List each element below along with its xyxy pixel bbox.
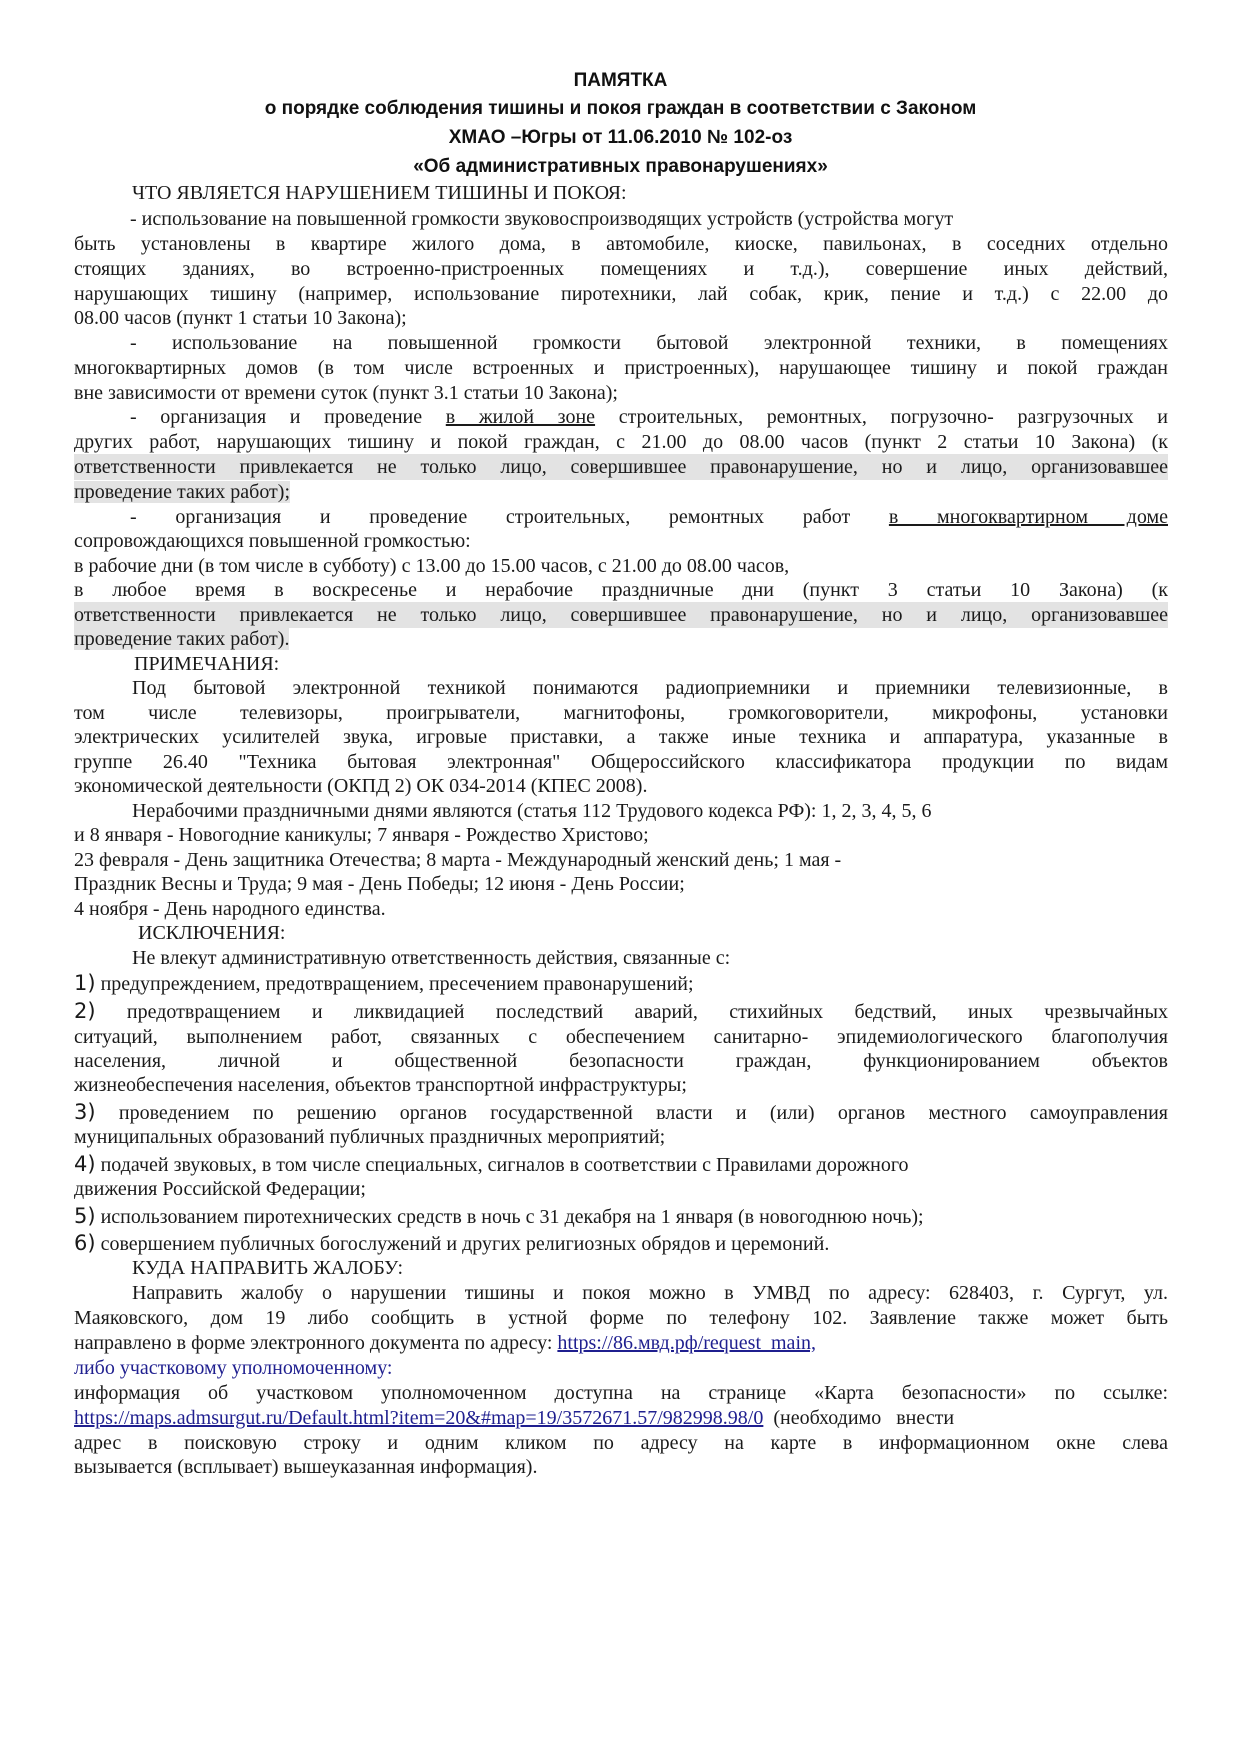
violation-1-line-3: стоящих зданиях, во встроенно-пристроенных помещениях и т.д.), совершение иных действий,	[74, 258, 1168, 280]
violation-1-line-4: нарушающих тишину (например, использование пиротехники, лай собак, крик, пение и т.д.) с 22.00 до	[74, 283, 1168, 305]
violations-heading: ЧТО ЯВЛЯЕТСЯ НАРУШЕНИЕМ ТИШИНЫ И ПОКОЯ:	[132, 182, 627, 204]
notes-p1-line-1: Под бытовой электронной техникой понимаются радиоприемники и приемники телевизионные, в	[132, 677, 1168, 699]
exception-2-line-3: населения, личной и общественной безопасности граждан, функционированием объектов	[74, 1050, 1168, 1072]
notes-p2-line-1: Нерабочими праздничными днями являются (статья 112 Трудового кодекса РФ): 1, 2, 3, 4, 5, 6	[132, 800, 932, 822]
complaint-line-8: вызывается (всплывает) вышеуказанная информация).	[74, 1456, 538, 1478]
exception-2-line-1: 2) предотвращением и ликвидацией последствий аварий, стихийных бедствий, иных чрезвычайных	[74, 999, 1168, 1023]
memo-title: ПАМЯТКА	[573, 70, 668, 91]
complaint-line-2: Маяковского, дом 19 либо сообщить в устной форме по телефону 102. Заявление также может быть	[74, 1307, 1168, 1329]
violation-4-line-4: в любое время в воскресенье и нерабочие праздничные дни (пункт 3 статьи 10 Закона) (к	[74, 579, 1168, 601]
exception-3-line-1: 3) проведением по решению органов государственной власти и (или) органов местного самоуправления	[74, 1100, 1168, 1124]
notes-p1-line-5: экономической деятельности (ОКПД 2) ОК 034-2014 (КПЕС 2008).	[74, 775, 648, 797]
notes-p2-line-4: Праздник Весны и Труда; 9 мая - День Победы; 12 июня - День России;	[74, 873, 685, 895]
notes-heading: ПРИМЕЧАНИЯ:	[134, 653, 280, 675]
violation-4-line-6: проведение таких работ).	[74, 628, 290, 650]
violation-4-line-5: ответственности привлекается не только лицо, совершившее правонарушение, но и лицо, организовавшее	[74, 604, 1168, 626]
violation-3-line-4: проведение таких работ);	[74, 481, 291, 503]
memo-subtitle-line-2: ХМАО –Югры от 11.06.2010 № 102-оз	[448, 127, 793, 148]
exception-6: 6) совершением публичных богослужений и других религиозных обрядов и церемоний.	[74, 1231, 830, 1255]
apartment-building-underlined: в многоквартирном доме	[888, 506, 1168, 528]
violation-1-line-1: - использование на повышенной громкости звуковоспроизводящих устройств (устройства могут	[130, 208, 954, 230]
violation-3-line-1: - организация и проведение в жилой зоне строительных, ремонтных, погрузочно- разгрузочных и	[130, 406, 1169, 428]
violation-2-line-3: вне зависимости от времени суток (пункт 3.1 статьи 10 Закона);	[74, 382, 618, 404]
residential-zone-underlined: в жилой зоне	[445, 406, 596, 428]
complaint-line-1: Направить жалобу о нарушении тишины и покоя можно в УМВД по адресу: 628403, г. Сургут, ул.	[132, 1282, 1168, 1304]
exception-2-line-2: ситуаций, выполнением работ, связанных с обеспечением санитарно- эпидемиологического благополучия	[74, 1026, 1168, 1048]
violation-4-line-1: - организация и проведение строительных, ремонтных работ в многоквартирном доме	[130, 506, 1168, 528]
violation-4-line-3: в рабочие дни (в том числе в субботу) с 13.00 до 15.00 часов, с 21.00 до 08.00 часов,	[74, 555, 790, 577]
violation-2-line-2: многоквартирных домов (в том числе встроенных и пристроенных), нарушающее тишину и покой граждан	[74, 357, 1168, 379]
violation-3-line-2: других работ, нарушающих тишину и покой граждан, с 21.00 до 08.00 часов (пункт 2 статьи 10 Закона) (к	[74, 431, 1168, 453]
violation-1-line-2: быть установлены в квартире жилого дома, в автомобиле, киоске, павильонах, в соседних отдельно	[74, 233, 1168, 255]
notes-p1-line-4: группе 26.40 "Техника бытовая электронная" Общероссийского классификатора продукции по видам	[74, 751, 1168, 773]
exception-5: 5) использованием пиротехнических средств в ночь с 31 декабря на 1 января (в новогоднюю ночь);	[74, 1204, 924, 1228]
exceptions-heading: ИСКЛЮЧЕНИЯ:	[138, 922, 286, 944]
complaint-line-3: направлено в форме электронного документа по адресу: https://86.мвд.рф/request_main,	[74, 1332, 816, 1354]
complaint-line-5: информация об участковом уполномоченном доступна на странице «Карта безопасности» по ссылке:	[74, 1382, 1168, 1404]
notes-p1-line-2: том числе телевизоры, проигрыватели, магнитофоны, громкоговорители, микрофоны, установки	[74, 702, 1168, 724]
violation-4-line-2: сопровождающихся повышенной громкостью:	[74, 530, 471, 552]
exception-2-line-4: жизнеобеспечения населения, объектов транспортной инфраструктуры;	[74, 1074, 687, 1096]
notes-p1-line-3: электрических усилителей звука, игровые приставки, а также иные техника и аппаратура, указанные в	[74, 726, 1168, 748]
violation-2-line-1: - использование на повышенной громкости бытовой электронной техники, в помещениях	[130, 332, 1168, 354]
notes-p2-line-2: и 8 января - Новогодние каникулы; 7 января - Рождество Христово;	[74, 824, 649, 846]
exceptions-intro: Не влекут административную ответственность действия, связанные с:	[132, 947, 731, 969]
exception-4-line-1: 4) подачей звуковых, в том числе специальных, сигналов в соответствии с Правилами дорожного	[74, 1152, 909, 1176]
memo-subtitle-line-1: о порядке соблюдения тишины и покоя граждан в соответствии с Законом	[264, 98, 977, 119]
notes-p2-line-5: 4 ноября - День народного единства.	[74, 898, 386, 920]
complaint-line-7: адрес в поисковую строку и одним кликом по адресу на карте в информационном окне слева	[74, 1432, 1168, 1454]
exception-1: 1) предупреждением, предотвращением, пресечением правонарушений;	[74, 971, 694, 995]
violation-3-line-3: ответственности привлекается не только лицо, совершившее правонарушение, но и лицо, организовавшее	[74, 456, 1168, 478]
violation-1-line-5: 08.00 часов (пункт 1 статьи 10 Закона);	[74, 307, 407, 329]
exception-3-line-2: муниципальных образований публичных праздничных мероприятий;	[74, 1126, 666, 1148]
complaint-line-6: https://maps.admsurgut.ru/Default.html?item=20&#map=19/3572671.57/982998.98/0 (необходимо внести	[74, 1407, 955, 1429]
complaint-line-4: либо участковому уполномоченному:	[74, 1357, 393, 1379]
notes-p2-line-3: 23 февраля - День защитника Отечества; 8 марта - Международный женский день; 1 мая -	[74, 849, 842, 871]
exception-4-line-2: движения Российской Федерации;	[74, 1178, 366, 1200]
complaint-heading: КУДА НАПРАВИТЬ ЖАЛОБУ:	[132, 1257, 404, 1279]
safety-map-link[interactable]: https://maps.admsurgut.ru/Default.html?item=20&#map=19/3572671.57/982998.98/0	[74, 1407, 764, 1429]
memo-subtitle-line-3: «Об административных правонарушениях»	[413, 156, 828, 177]
mvd-request-link[interactable]: https://86.мвд.рф/request_main,	[557, 1332, 816, 1354]
